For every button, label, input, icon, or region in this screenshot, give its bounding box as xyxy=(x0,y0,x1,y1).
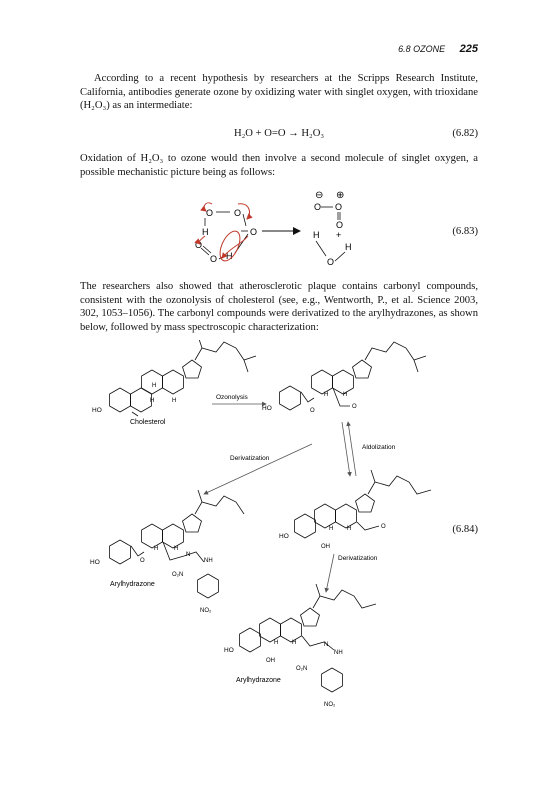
compound-label: Cholesterol xyxy=(130,419,166,426)
equation-6-82 xyxy=(80,128,478,142)
atom-o: O xyxy=(335,202,343,212)
derivatization-label: Derivatization xyxy=(338,555,378,562)
ho-label: HO xyxy=(224,647,234,654)
nh-label: NH xyxy=(204,558,213,564)
atom-h: H xyxy=(202,227,209,237)
atom-o: O xyxy=(210,254,218,264)
h-label: H xyxy=(329,526,334,532)
n-label: N xyxy=(324,642,329,648)
no2-label: NO₂ xyxy=(324,702,336,708)
aldol-arylhydrazone-structure xyxy=(224,584,376,708)
ho-label: HO xyxy=(279,533,289,540)
o-label: O xyxy=(140,558,145,564)
o2n-label: O₂N xyxy=(172,572,184,578)
equation-number: (6.82) xyxy=(452,128,478,139)
h-label: H xyxy=(324,392,329,398)
plus-sign: + xyxy=(336,230,342,240)
section-title: 6.8 OZONE xyxy=(398,44,446,54)
h-label: H xyxy=(152,383,157,389)
atom-o: O xyxy=(327,257,335,267)
h-label: H xyxy=(274,640,279,646)
no2-label: NO₂ xyxy=(200,608,212,614)
atom-h: H xyxy=(313,230,320,240)
atom-o: O xyxy=(195,240,203,250)
oh-label: OH xyxy=(266,658,275,664)
aldol-product-structure xyxy=(279,470,431,550)
atom-o: O xyxy=(234,208,242,218)
o-label: O xyxy=(381,524,386,530)
ozonolysis-label: Ozonolysis xyxy=(216,394,248,401)
compound-label: Arylhydrazone xyxy=(110,581,155,588)
paragraph-plaque: The researchers also showed that atherosclerotic plaque contains carbonyl compounds, consistent with the ozonolysis of cholesterol (see, e.g., Wentworth, P., et al. Science 2003, 302, 1053–1056). The carbonyl compounds were derivatized to the arylhydrazones, as shown below, followed by mass spectroscopic characterization: xyxy=(80,281,478,333)
atom-h: H xyxy=(226,251,233,261)
n-label: N xyxy=(186,552,191,558)
ho-label: HO xyxy=(262,405,272,412)
minus-charge: ⊖ xyxy=(315,190,324,201)
h-label: H xyxy=(174,546,179,552)
derivatization-label: Derivatization xyxy=(230,455,270,462)
cholesterol-ozonolysis-scheme xyxy=(80,340,478,720)
atom-o: O xyxy=(250,227,258,237)
mechanism-diagram xyxy=(190,186,390,270)
ho-label: HO xyxy=(90,559,100,566)
h-label: H xyxy=(154,546,159,552)
plus-charge: ⊕ xyxy=(336,190,345,201)
equation-number: (6.83) xyxy=(452,226,478,237)
h-label: H xyxy=(172,398,177,404)
paragraph-intro: According to a recent hypothesis by researchers at the Scripps Research Institute, California, antibodies generate ozone by oxidizing water with singlet oxygen, with trioxidane (H₂O₃) as an intermediate: xyxy=(80,73,478,112)
atom-h: H xyxy=(345,242,352,252)
paragraph-mechanism: Oxidation of H₂O₃ to ozone would then involve a second molecule of singlet oxygen, a possible mechanistic picture being as follows: xyxy=(80,153,478,178)
o2n-label: O₂N xyxy=(296,666,308,672)
page-number: 225 xyxy=(459,43,478,55)
nh-label: NH xyxy=(334,650,343,656)
running-header xyxy=(398,43,478,55)
o-label: O xyxy=(310,408,315,414)
aldolization-label: Aldolization xyxy=(362,444,396,451)
atom-o: O xyxy=(206,208,214,218)
arylhydrazone-structure xyxy=(90,490,244,614)
atom-o: O xyxy=(314,202,322,212)
oh-label: OH xyxy=(321,544,330,550)
atom-o: O xyxy=(336,220,344,230)
o-label: O xyxy=(352,404,357,410)
h-label: H xyxy=(292,640,297,646)
equation-formula: H₂O + O=O → H₂O₃ xyxy=(233,128,325,139)
equation-number: (6.84) xyxy=(452,524,478,535)
compound-label: Arylhydrazone xyxy=(236,677,281,684)
h-label: H xyxy=(150,398,155,404)
h-label: H xyxy=(347,526,352,532)
ketoaldehyde-structure xyxy=(262,342,426,414)
cholesterol-structure xyxy=(92,340,256,426)
h-label: H xyxy=(343,392,348,398)
ho-label: HO xyxy=(92,407,102,414)
